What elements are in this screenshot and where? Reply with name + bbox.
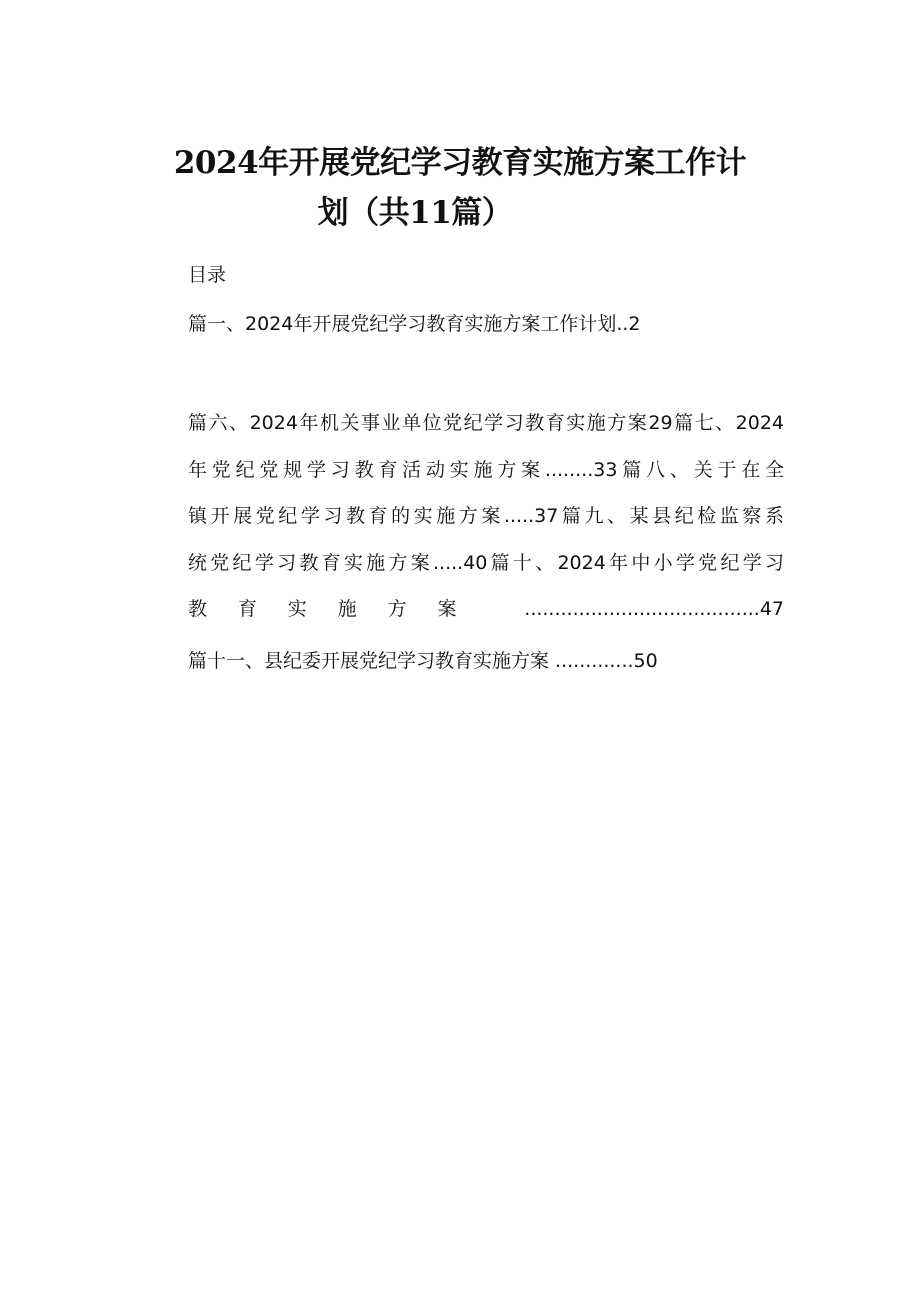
document-title [150,138,770,238]
toc-block-row: 教育实施方案 .......................................47 [188,598,784,620]
toc-entry-1: 篇一、2024年开展党纪学习教育实施方案工作计划..2 [188,313,641,335]
toc-entries-block [188,400,784,633]
toc-block-row: 统党纪学习教育实施方案.....40篇十、2024年中小学党纪学习 [188,551,784,574]
title-line-2: 划（共11篇） [317,195,513,231]
toc-block-row: 篇六、2024年机关事业单位党纪学习教育实施方案29篇七、2024 [188,412,784,434]
toc-block-row: 镇开展党纪学习教育的实施方案.....37篇九、某县纪检监察系 [188,505,784,527]
title-line-1: 2024年开展党纪学习教育实施方案工作计 [173,145,747,181]
toc-block-row: 年党纪党规学习教育活动实施方案........33篇八、关于在全 [188,458,784,481]
toc-heading: 目录 [188,264,227,286]
toc-entry-11: 篇十一、县纪委开展党纪学习教育实施方案 .............50 [188,650,658,672]
